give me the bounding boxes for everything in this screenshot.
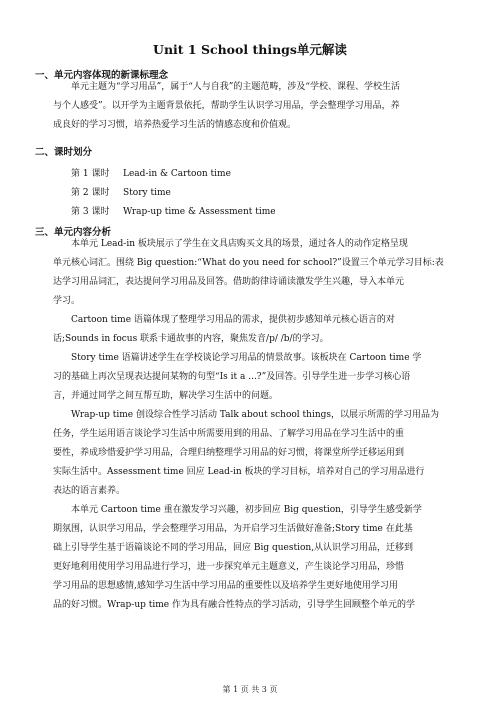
paragraph-unit-summary: [53, 501, 448, 615]
lesson-row: [71, 204, 276, 217]
section-heading-2: 二、课时划分: [35, 147, 93, 158]
paragraph-line: 单元主题为“学习用品”，属于“人与自我”的主题范畴，涉及“学校、课程、学校生活: [71, 82, 401, 92]
lesson-number: 第 2 课时: [71, 188, 110, 198]
paragraph-story-time: [53, 349, 448, 406]
page-footer: 第 1 页 共 3 页: [222, 685, 278, 694]
paragraph-line: 话;Sounds in focus 联系卡通故事的内容，聚焦发音/p/ /b/的学习。: [53, 334, 329, 344]
paragraph-line: 与个人感受”。以开学为主题背景依托，帮助学生认识学习用品，学会整理学习用品，养: [53, 101, 400, 111]
section-heading-1: 一、单元内容体现的新课标理念: [35, 70, 169, 81]
paragraph-line: 单元核心词汇。围绕 Big question:“What do you need for school?”设置三个单元学习目标:表: [53, 258, 444, 268]
paragraph-line: 学习。: [53, 296, 81, 306]
lesson-number: 第 3 课时: [71, 207, 110, 217]
paragraph-line: Story time 语篇讲述学生在学校谈论学习用品的情景故事。该板块在 Cartoon time 学: [71, 353, 422, 363]
lesson-name: Story time: [123, 188, 171, 198]
document-title: Unit 1 School things单元解读: [153, 42, 347, 57]
paragraph-line: 言，并通过同学之间互帮互助，解决学习生活中的问题。: [53, 391, 279, 401]
paragraph-line: 习的基础上再次呈现表达提问某物的句型“Is it a ...?”及回答。引导学生进一步学习核心语: [53, 372, 411, 382]
lesson-number: 第 1 课时: [71, 169, 110, 179]
paragraph-line: 本单元 Lead-in 板块展示了学生在文具店购买文具的场景，通过各人的动作定格呈现: [71, 239, 408, 249]
paragraph-line: 更好地利用使用学习用品进行学习，进一步探究单元主题意义，产生谈论学习用品，珍惜: [53, 562, 405, 572]
paragraph-lead-in: [53, 235, 448, 311]
lesson-row: [71, 185, 171, 198]
paragraph-line: 学习用品的思想感情,感知学习生活中学习用品的重要性以及培养学生更好地使用学习用: [53, 581, 398, 591]
paragraph-line: 实际生活中。Assessment time 回应 Lead-in 板块的学习目标，培养对自己的学习用品进行: [53, 467, 425, 477]
lesson-row: [71, 166, 231, 179]
paragraph-line: 成良好的学习习惯，培养热爱学习生活的情感态度和价值观。: [53, 120, 297, 130]
paragraph-line: 础上引导学生基于语篇谈论不同的学习用品，回应 Big question,从认识学习用品，迁移到: [53, 543, 414, 553]
paragraph-line: Cartoon time 语篇体现了整理学习用品的需求，提供初步感知单元核心语言的对: [71, 315, 395, 325]
paragraph-line: Wrap-up time 创设综合性学习活动 Talk about school things，以展示所需的学习用品为: [71, 410, 439, 420]
lesson-name: Wrap-up time & Assessment time: [123, 207, 276, 217]
paragraph-line: 品的好习惯。Wrap-up time 作为具有融合性特点的学习活动，引导学生回顾整个单元的学: [53, 600, 415, 610]
section-heading-3: 三、单元内容分析: [35, 227, 112, 238]
paragraph-line: 要性，养成珍惜爱护学习用品，合理归纳整理学习用品的好习惯，将课堂所学迁移运用到: [53, 448, 405, 458]
paragraph-line: 期氛围，认识学习用品，学会整理学习用品，为开启学习生活做好准备;Story time 在此基: [53, 524, 413, 534]
paragraph-line: 任务，学生运用语言谈论学习生活中所需要用到的用品、了解学习用品在学习生活中的重: [53, 429, 405, 439]
paragraph-line: 本单元 Cartoon time 重在激发学习兴趣，初步回应 Big question，引导学生感受新学: [71, 505, 422, 515]
paragraph-cartoon-time: [53, 311, 448, 349]
paragraph-line: 达学习用品词汇，表达提问学习用品及回答。借助韵律诗诵读激发学生兴趣，导入本单元: [53, 277, 405, 287]
paragraph-line: 表达的语言素养。: [53, 486, 126, 496]
section-1-paragraph: [53, 78, 448, 135]
paragraph-wrap-up-time: [53, 406, 448, 501]
lesson-name: Lead-in & Cartoon time: [123, 169, 231, 179]
